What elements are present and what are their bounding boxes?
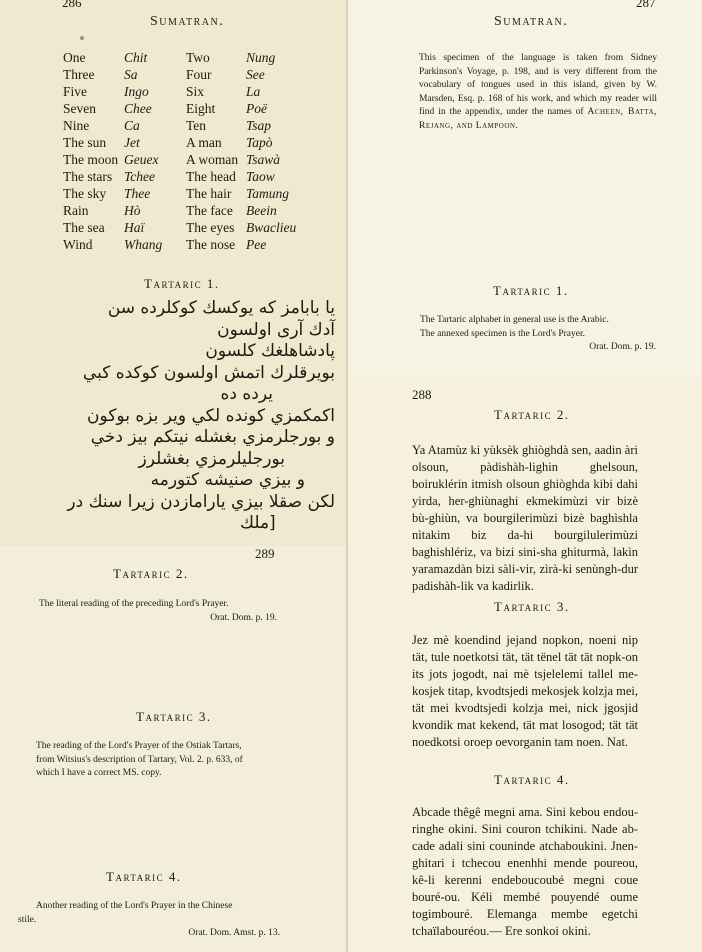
sumatran-word: Tapò xyxy=(246,135,273,150)
sumatran-word: Thee xyxy=(124,186,151,201)
note-line: The Tartaric alphabet in general use is the Arabic. xyxy=(420,315,609,325)
page-gutter xyxy=(346,0,348,952)
arabic-line: و بورجلرمزي بغشله نيتكم بيز دخي xyxy=(90,427,335,447)
english-word: The moon xyxy=(63,152,119,167)
intro-paragraph xyxy=(419,52,657,133)
ink-dot xyxy=(80,36,84,40)
sumatran-word: Tamung xyxy=(246,186,290,201)
arabic-line: يا بابامز كه يوكسك كوكلرده سن xyxy=(107,298,335,318)
sumatran-word: Ingo xyxy=(124,84,149,99)
note-line: Another reading of the Lord's Prayer in the Chinese xyxy=(36,901,233,911)
arabic-text xyxy=(50,298,335,535)
section-heading: Tartaric 2. xyxy=(494,407,570,422)
sumatran-word: Tsap xyxy=(246,118,272,133)
page-286-panel xyxy=(0,0,347,546)
english-word: Wind xyxy=(63,237,93,252)
page-288-panel xyxy=(347,382,702,952)
source-citation: Orat. Dom. Amst. p. 13. xyxy=(188,928,280,938)
sumatran-word: Tsawà xyxy=(246,152,281,167)
page-number: 289 xyxy=(255,546,275,561)
note xyxy=(36,740,288,781)
vocab-row xyxy=(63,219,296,236)
arabic-line: لكن صقلا بيزي يارامازدن زيرا سنك در xyxy=(67,491,335,512)
english-word: Eight xyxy=(186,101,216,116)
page-number: 286 xyxy=(62,0,82,10)
english-word: The hair xyxy=(186,186,232,201)
english-word: The sky xyxy=(63,186,107,201)
english-word: The stars xyxy=(63,169,113,184)
sumatran-word: Chit xyxy=(124,50,148,65)
english-word: Seven xyxy=(63,101,96,116)
note-line: which I have a correct MS. copy. xyxy=(36,768,162,778)
english-word: The head xyxy=(186,169,236,184)
vocab-row xyxy=(63,236,296,253)
sumatran-word: Hò xyxy=(124,203,141,218)
english-word: Rain xyxy=(63,203,89,218)
arabic-line: پادشاهلغك كلسون xyxy=(205,341,335,361)
language-names: Acheen, Batta, Rejang, and Lampoon. xyxy=(419,107,658,131)
english-word: The sun xyxy=(63,135,107,150)
running-head: Sumatran. xyxy=(494,14,569,29)
vocab-row xyxy=(63,202,296,219)
english-word: One xyxy=(63,50,86,65)
section-heading: Tartaric 4. xyxy=(106,869,182,884)
vocab-row xyxy=(63,66,296,83)
sumatran-word: Ca xyxy=(124,118,140,133)
arabic-line: بورجليلرمزي بغشلرز xyxy=(138,448,285,469)
sumatran-word: Beein xyxy=(246,203,277,218)
section-heading: Tartaric 2. xyxy=(113,566,189,581)
note xyxy=(39,598,277,625)
note-text: The literal reading of the preceding Lord's Prayer. xyxy=(39,599,229,609)
vocabulary-table xyxy=(63,49,296,253)
vocab-row xyxy=(63,168,296,185)
sumatran-word: Pee xyxy=(246,237,267,252)
vocab-row xyxy=(63,134,296,151)
vocab-row xyxy=(63,100,296,117)
vocab-row xyxy=(63,151,296,168)
sumatran-word: See xyxy=(246,67,265,82)
section-heading: Tartaric 3. xyxy=(494,599,570,614)
note xyxy=(420,314,656,355)
running-head: Sumatran. xyxy=(150,14,225,29)
sumatran-word: Taow xyxy=(246,169,275,184)
english-word: Six xyxy=(186,84,205,99)
sumatran-word: La xyxy=(246,84,261,99)
vocab-row xyxy=(63,83,296,100)
prayer-text: Ya Atamùz ki yùksèk ghiòghdà sen, aadin àri olsoun, pàdishàh-lighin ghelsoun, boiruklérin itmish olsoun ghiòghda kibi dahi yirda, her-ghiùnaghi ekmekimùzi vir bizè bù-ghiùn, va bourgilerimùzi bizè baghìshla nìtakim biz da-hi bourgilulerimùzi baghishlériz, va bizi sini-sha ghiturmà, lakìn yaramazdàn bizi sàli-vir, zìrà-ki senùngh-dur padishàh-lik va kadirlik. xyxy=(412,443,638,593)
english-word: The nose xyxy=(186,237,236,252)
sumatran-word: Nung xyxy=(246,50,276,65)
arabic-line: [ملك xyxy=(240,513,276,533)
section-heading: Tartaric 3. xyxy=(136,709,212,724)
arabic-line: و بيزي صنيشه كتورمه xyxy=(150,470,305,490)
page-number: 287 xyxy=(636,0,656,10)
arabic-line: بويرقلرك اتمش اولسون كوكده كبي xyxy=(82,362,335,383)
arabic-line: اكمكمزي كونده لكي وير بزه بوكون xyxy=(87,405,335,426)
english-word: The face xyxy=(186,203,233,218)
vocab-row xyxy=(63,117,296,134)
note-line: The annexed specimen is the Lord's Prayer. xyxy=(420,328,586,339)
page-289-panel xyxy=(0,546,347,952)
note-line: stile. xyxy=(18,914,37,925)
english-word: Ten xyxy=(186,118,207,133)
prayer-text: Abcade thêgê megni ama. Sini kebou endou-ringhe okini. Sini couron tchikini. Nade ab-cade adali sini couninde atchaboukini. Jnen-ghitari i tchecou enenhhi mende poureou, kê-li kerenni endeboucoubé megni coue bouré-ou. Kéli membé pouyendé oume togimbouré. Elemanga membe egetchi tchaïlabouréou.— Ere sonkoi okini. xyxy=(412,805,638,938)
section-heading: Tartaric 1. xyxy=(144,276,220,291)
page-number: 288 xyxy=(412,387,432,402)
vocab-row xyxy=(63,49,296,66)
english-word: Three xyxy=(63,67,95,82)
sumatran-word: Whang xyxy=(124,237,163,252)
note-line: The reading of the Lord's Prayer of the Ostiak Tartars, xyxy=(36,741,242,751)
section-heading: Tartaric 1. xyxy=(493,283,569,298)
page-287-panel xyxy=(347,0,702,382)
note-line: from Witsius's description of Tartary, Vol. 2. p. 633, of xyxy=(36,754,243,765)
sumatran-word: Haï xyxy=(124,220,145,235)
sumatran-word: Chee xyxy=(124,101,152,116)
english-word: The eyes xyxy=(186,220,235,235)
sumatran-word: Poë xyxy=(246,101,267,116)
english-word: The sea xyxy=(63,220,105,235)
english-word: A woman xyxy=(186,152,239,167)
arabic-line: يرده ده xyxy=(220,384,273,404)
sumatran-word: Jet xyxy=(124,135,140,150)
prayer-text: Jez mè koendind jejand nopkon, noeni nip tät, tule noetkotsi tät, tät tënel tät tät nopk-on its jots jogodt, nai mè tsjelelemi tallel me-kosjek titap, kvodtsjedi mekosjek kolzja mei, tät mei kvodtsjedi kolzja mei, nick jgosjid kvondik mat kekend, tät mat losogod; tät tät noedkotsi oroep oevorganin tam noen. Nat. xyxy=(412,633,639,749)
section-heading: Tartaric 4. xyxy=(494,772,570,787)
sumatran-word: Tchee xyxy=(124,169,155,184)
intro-text: This specimen of the language is taken from Sidney Parkinson's Voyage, p. 198, and is very different from the vocabulary of tongues used in this island, given by W. Marsden, Esq. p. 168 of his work, and which my reader will find in the appendix, under the names of xyxy=(419,53,657,117)
vocab-row xyxy=(63,185,296,202)
english-word: A man xyxy=(186,135,222,150)
english-word: Two xyxy=(186,50,210,65)
sumatran-word: Bwaclieu xyxy=(246,220,297,235)
arabic-line: آدك آرى اولسون xyxy=(217,319,335,340)
english-word: Nine xyxy=(63,118,90,133)
sumatran-word: Geuex xyxy=(124,152,159,167)
source-citation: Orat. Dom. p. 19. xyxy=(589,342,656,352)
english-word: Five xyxy=(63,84,88,99)
source-citation: Orat. Dom. p. 19. xyxy=(210,612,277,623)
english-word: Four xyxy=(186,67,212,82)
note xyxy=(18,900,280,941)
sumatran-word: Sa xyxy=(124,67,138,82)
